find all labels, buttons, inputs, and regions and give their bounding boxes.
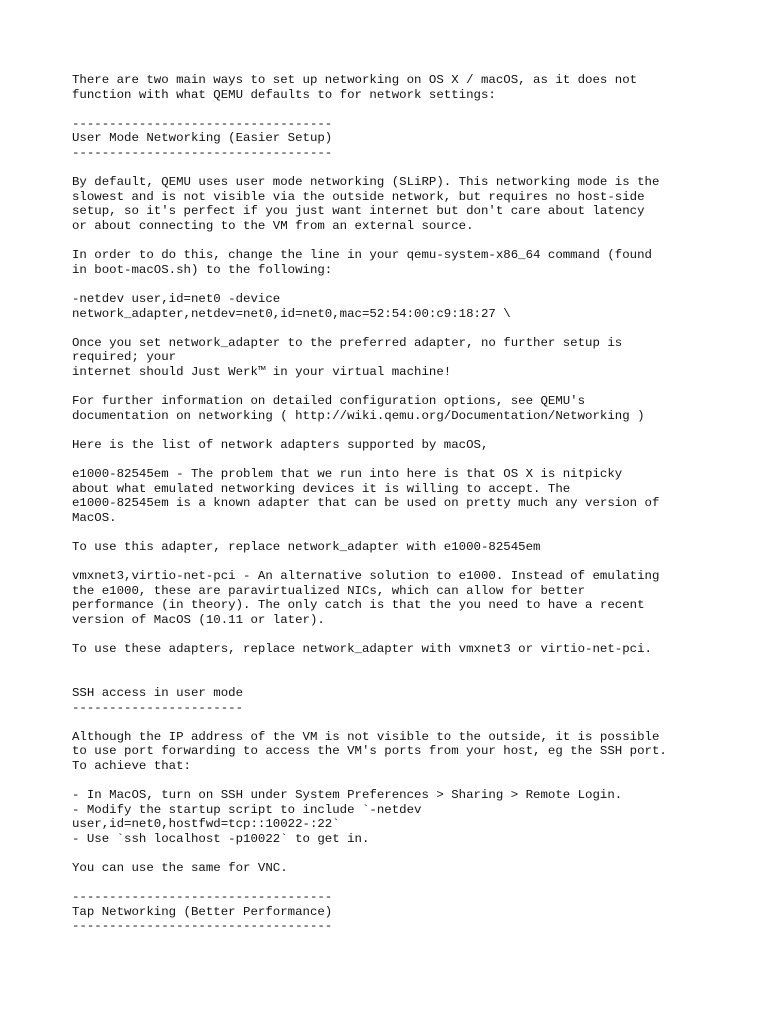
text-line: -netdev user,id=net0 -device	[72, 291, 281, 306]
text-line: or about connecting to the VM from an external source.	[72, 218, 474, 233]
text-line: SSH access in user mode	[72, 685, 244, 700]
text-line: -----------------------------------	[72, 919, 333, 934]
text-line: - Use `ssh localhost -p10022` to get in.	[72, 831, 370, 846]
text-line: performance (in theory). The only catch is that the you need to have a recent	[72, 598, 645, 613]
text-line: to use port forwarding to access the VM's ports from your host, eg the SSH port.	[72, 744, 667, 759]
text-line: You can use the same for VNC.	[72, 861, 288, 876]
blank-line	[72, 657, 732, 672]
blank-line	[72, 277, 732, 292]
text-line: - Modify the startup script to include `-netdev	[72, 802, 422, 817]
text-line: -----------------------------------	[72, 145, 333, 160]
blank-line	[72, 321, 732, 336]
text-line: Although the IP address of the VM is not visible to the outside, it is possible	[72, 729, 660, 744]
blank-line	[72, 715, 732, 730]
text-line: -----------------------	[72, 700, 244, 715]
text-line: vmxnet3,virtio-net-pci - An alternative solution to e1000. Instead of emulating	[72, 569, 660, 584]
text-line: the e1000, these are paravirtualized NICs, which can allow for better	[72, 583, 586, 598]
blank-line	[72, 555, 732, 570]
blank-line	[72, 846, 732, 861]
text-line: To use this adapter, replace network_adapter with e1000-82545em	[72, 540, 541, 554]
text-line: version of MacOS (10.11 or later).	[72, 612, 325, 627]
text-line: Once you set network_adapter to the preferred adapter, no further setup is	[72, 335, 623, 350]
blank-line	[72, 234, 732, 249]
text-line: slowest and is not visible via the outside network, but requires no host-side	[72, 189, 645, 204]
text-line: - In MacOS, turn on SSH under System Preferences > Sharing > Remote Login.	[72, 788, 623, 803]
text-line: For further information on detailed configuration options, see QEMU's	[72, 394, 586, 409]
blank-line	[72, 423, 732, 438]
text-line: There are two main ways to set up networking on OS X / macOS, as it does not	[72, 73, 638, 87]
text-line: Here is the list of network adapters supported by macOS,	[72, 437, 489, 452]
blank-line	[72, 452, 732, 467]
text-line: To achieve that:	[72, 758, 191, 773]
text-line: -----------------------------------	[72, 116, 333, 131]
text-line: e1000-82545em - The problem that we run into here is that OS X is nitpicky	[72, 467, 623, 482]
text-line: function with what QEMU defaults to for network settings:	[72, 87, 496, 102]
blank-line	[72, 525, 732, 540]
blank-line	[72, 671, 732, 686]
text-line: Tap Networking (Better Performance)	[72, 904, 333, 919]
blank-line	[72, 774, 732, 789]
text-line: internet should Just Werk™ in your virtual machine!	[72, 364, 452, 379]
text-line: documentation on networking ( http://wiki.qemu.org/Documentation/Networking )	[72, 408, 645, 423]
blank-line	[72, 379, 732, 394]
text-line: required; your	[72, 350, 177, 365]
blank-line	[72, 876, 732, 891]
text-line: In order to do this, change the line in your qemu-system-x86_64 command (found	[72, 248, 652, 263]
text-line: in boot-macOS.sh) to the following:	[72, 262, 333, 277]
blank-line	[72, 628, 732, 643]
document-page	[72, 73, 732, 934]
text-line: MacOS.	[72, 510, 117, 525]
blank-line	[72, 161, 732, 176]
text-line: User Mode Networking (Easier Setup)	[72, 131, 333, 146]
text-line: e1000-82545em is a known adapter that can be used on pretty much any version of	[72, 496, 660, 511]
text-line: about what emulated networking devices it is willing to accept. The	[72, 481, 571, 496]
text-line: user,id=net0,hostfwd=tcp::10022-:22`	[72, 817, 340, 832]
text-line: -----------------------------------	[72, 890, 333, 905]
text-line: To use these adapters, replace network_adapter with vmxnet3 or virtio-net-pci.	[72, 642, 652, 657]
text-line: setup, so it's perfect if you just want internet but don't care about latency	[72, 204, 645, 219]
blank-line	[72, 102, 732, 117]
text-line: By default, QEMU uses user mode networking (SLiRP). This networking mode is the	[72, 175, 660, 190]
text-line: network_adapter,netdev=net0,id=net0,mac=52:54:00:c9:18:27 \	[72, 306, 511, 321]
